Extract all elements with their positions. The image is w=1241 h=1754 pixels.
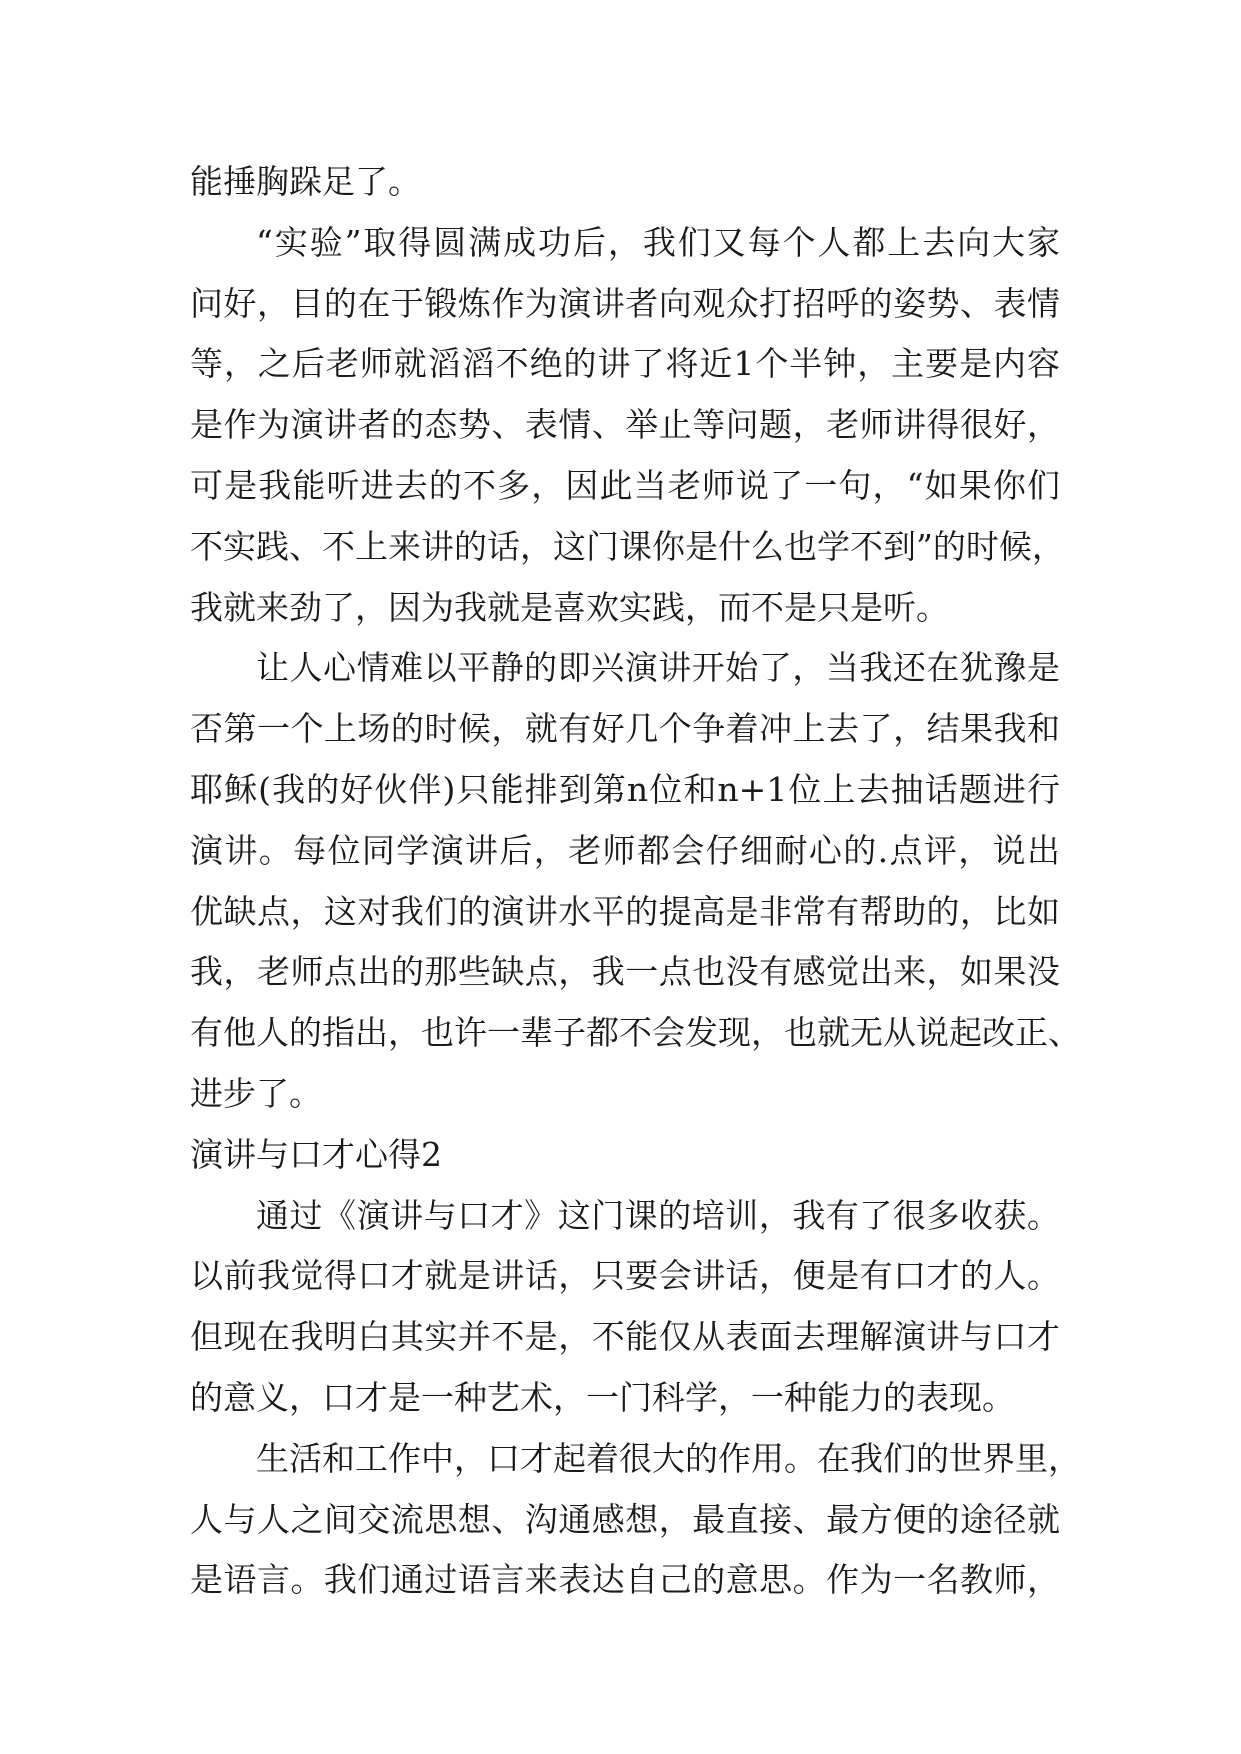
paragraph-first-line: 通过《演讲与口才》这门课的培训，我有了很多收获。 bbox=[256, 1195, 1060, 1235]
text-line: 以前我觉得口才就是讲话，只要会讲话，便是有口才的人。 bbox=[190, 1256, 1060, 1296]
text-line: 等，之后老师就滔滔不绝的讲了将近1个半钟，主要是内容 bbox=[190, 344, 1060, 384]
text-line: 耶稣(我的好伙伴)只能排到第n位和n+1位上去抽话题进行 bbox=[190, 769, 1060, 809]
text-line: 不实践、不上来讲的话，这门课你是什么也学不到”的时候， bbox=[190, 526, 1065, 566]
text-line: 的意义，口才是一种艺术，一门科学，一种能力的表现。 bbox=[190, 1377, 1015, 1417]
paragraph-first-line: “实验”取得圆满成功后，我们又每个人都上去向大家 bbox=[256, 222, 1060, 262]
text-line: 优缺点，这对我们的演讲水平的提高是非常有帮助的，比如 bbox=[190, 891, 1060, 931]
text-line: 我，老师点出的那些缺点，我一点也没有感觉出来，如果没 bbox=[190, 952, 1060, 992]
text-line: 我就来劲了，因为我就是喜欢实践，而不是只是听。 bbox=[190, 587, 949, 627]
text-line: 是语言。我们通过语言来表达自己的意思。作为一名教师， bbox=[190, 1560, 1060, 1600]
text-line: 进步了。 bbox=[190, 1073, 322, 1113]
text-line: 演讲。每位同学演讲后，老师都会仔细耐心的.点评，说出 bbox=[190, 830, 1060, 870]
text-line: 问好，目的在于锻炼作为演讲者向观众打招呼的姿势、表情 bbox=[190, 283, 1060, 323]
document-body bbox=[190, 152, 1081, 1611]
text-line: 能捶胸跺足了。 bbox=[190, 162, 421, 201]
text-line: 但现在我明白其实并不是，不能仅从表面去理解演讲与口才 bbox=[190, 1317, 1060, 1357]
text-line: 有他人的指出，也许一辈子都不会发现，也就无从说起改正、 bbox=[190, 1013, 1081, 1053]
text-line: 否第一个上场的时候，就有好几个争着冲上去了，结果我和 bbox=[190, 709, 1060, 749]
text-line: 可是我能听进去的不多，因此当老师说了一句，“如果你们 bbox=[190, 465, 1060, 505]
section-heading: 演讲与口才心得2 bbox=[190, 1134, 442, 1174]
text-line: 是作为演讲者的态势、表情、举止等问题，老师讲得很好， bbox=[190, 405, 1060, 445]
text-line: 人与人之间交流思想、沟通感想，最直接、最方便的途径就 bbox=[190, 1499, 1060, 1539]
paragraph-first-line: 让人心情难以平静的即兴演讲开始了，当我还在犹豫是 bbox=[256, 648, 1060, 688]
paragraph-first-line: 生活和工作中，口才起着很大的作用。在我们的世界里， bbox=[256, 1438, 1081, 1478]
